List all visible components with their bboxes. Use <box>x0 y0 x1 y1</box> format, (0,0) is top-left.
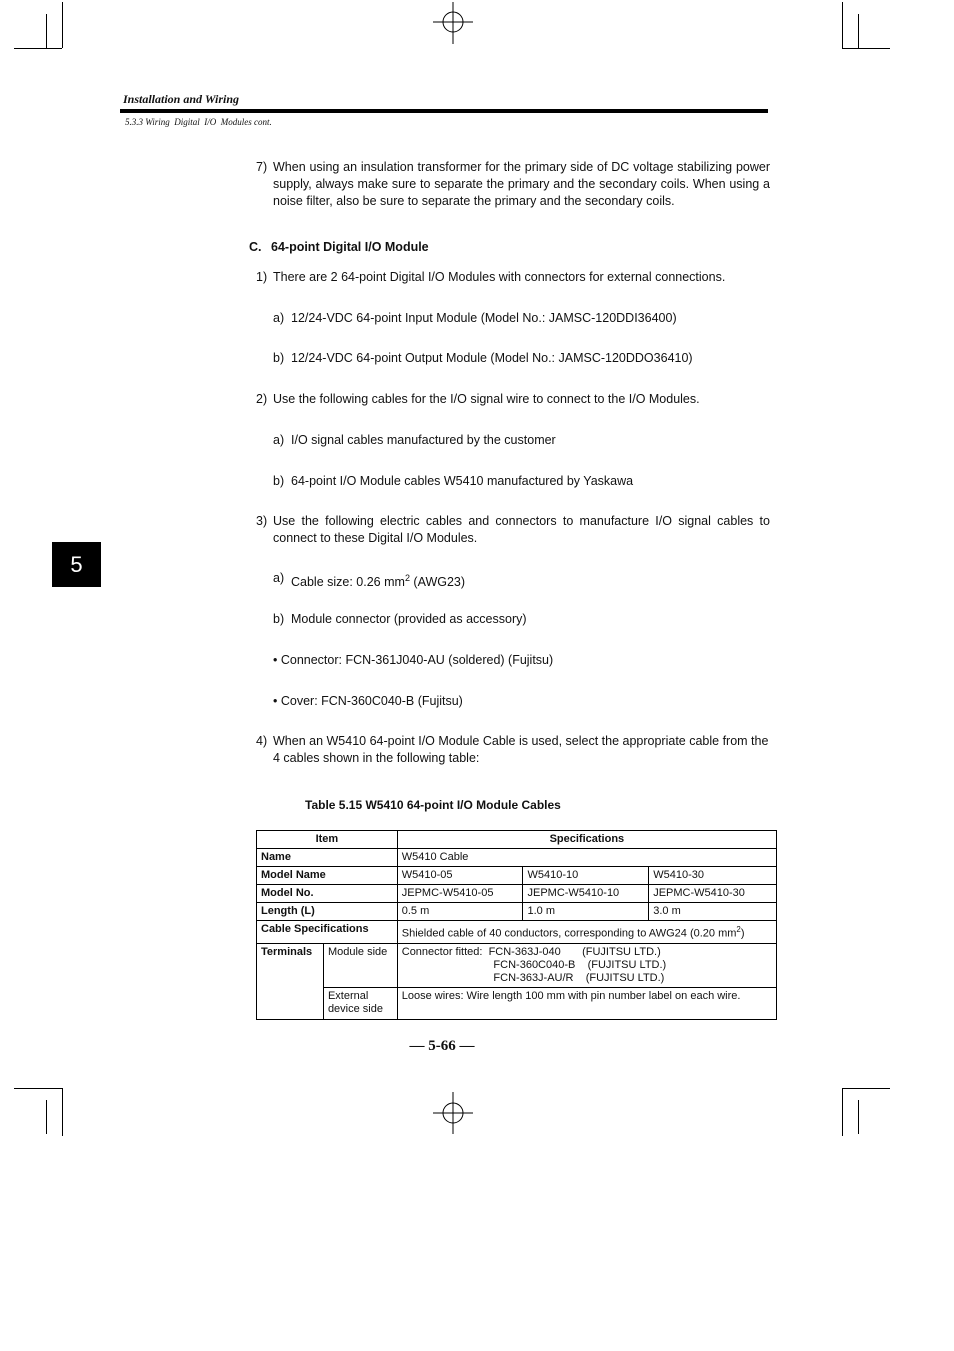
subitem-text <box>291 570 465 591</box>
table-cell: 1.0 m <box>523 903 649 921</box>
superscript: 2 <box>736 925 741 934</box>
table-row <box>257 867 777 885</box>
table-row <box>257 921 777 944</box>
table-row <box>257 831 777 849</box>
row-sublabel: Module side <box>323 943 397 987</box>
table-cell: 0.5 m <box>397 903 523 921</box>
paragraph: When using an insulation transformer for the primary side of DC voltage stabilizing power supply, always make sure to separate the primary and the secondary coils. When using a noise filter, also be sure to separate the primary and the secondary coils. <box>273 160 770 208</box>
table-cell: W5410-05 <box>397 867 523 885</box>
item-number: 3) <box>256 514 268 528</box>
connector-line: Connector fitted: FCN-363J-040 (FUJITSU LTD.) <box>401 945 661 958</box>
subitem-text: 64-point I/O Module cables W5410 manufactured by Yaskawa <box>291 474 634 488</box>
cable-spec-close: ) <box>740 927 745 940</box>
bullet-item: • Cover: FCN-360C040-B (Fujitsu) <box>273 694 463 708</box>
table-row <box>257 849 777 867</box>
paragraph: When an W5410 64-point I/O Module Cable is used, select the appropriate cable from the 4 cables shown in the following table: <box>273 734 769 765</box>
connector-line: FCN-363J-AU/R (FUJITSU LTD.) <box>401 971 665 984</box>
awg-text: (AWG23) <box>409 575 466 590</box>
header-rule <box>120 109 768 113</box>
table-cell: Loose wires: Wire length 100 mm with pin number label on each wire. <box>397 987 776 1019</box>
section-heading: 64-point Digital I/O Module <box>271 240 429 254</box>
table-header-item: Item <box>257 831 398 849</box>
subitem-text: 12/24-VDC 64-point Input Module (Model No.: JAMSC-120DDI36400) <box>291 311 677 325</box>
row-label: Model No. <box>257 885 398 903</box>
subitem-label: a) <box>273 571 285 585</box>
paragraph: Use the following cables for the I/O signal wire to connect to the I/O Modules. <box>273 392 700 406</box>
subitem-text: Module connector (provided as accessory) <box>291 612 527 626</box>
subitem-label: b) <box>273 612 285 626</box>
table-cell: W5410-10 <box>523 867 649 885</box>
table-cell <box>397 921 776 944</box>
table-cell: JEPMC-W5410-10 <box>523 885 649 903</box>
subitem-label: a) <box>273 433 285 447</box>
table-cell: W5410-30 <box>649 867 777 885</box>
table-caption: Table 5.15 W5410 64-point I/O Module Cables <box>305 798 561 812</box>
page-number: — 5-66 — <box>409 1038 475 1054</box>
table-row <box>257 943 777 987</box>
item-number: 2) <box>256 392 268 406</box>
cable-spec-text: Shielded cable of 40 conductors, corresponding to AWG24 (0.20 mm <box>401 927 737 940</box>
row-label: Terminals <box>257 943 324 1019</box>
subitem-label: a) <box>273 311 285 325</box>
chapter-tab <box>52 542 101 587</box>
table-header-spec: Specifications <box>397 831 776 849</box>
row-label: Model Name <box>257 867 398 885</box>
item-number: 4) <box>256 734 268 748</box>
subitem-label: b) <box>273 474 285 488</box>
subitem-text: I/O signal cables manufactured by the customer <box>291 433 556 447</box>
item-number: 1) <box>256 270 268 284</box>
section-title: Installation and Wiring <box>123 92 240 106</box>
cable-spec-table <box>256 830 777 1020</box>
row-label: Name <box>257 849 398 867</box>
registration-target-icon <box>430 2 476 44</box>
table-cell: W5410 Cable <box>397 849 776 867</box>
subitem-label: b) <box>273 351 285 365</box>
row-sublabel: External device side <box>323 987 397 1019</box>
table-cell: JEPMC-W5410-05 <box>397 885 523 903</box>
registration-target-icon <box>430 1092 476 1134</box>
subsection-title: 5.3.3 Wiring Digital I/O Modules cont. <box>125 117 272 127</box>
table-row <box>257 885 777 903</box>
table-cell: 3.0 m <box>649 903 777 921</box>
subitem-text: 12/24-VDC 64-point Output Module (Model No.: JAMSC-120DDO36410) <box>291 351 693 365</box>
bullet-item: • Connector: FCN-361J040-AU (soldered) (Fujitsu) <box>273 653 554 667</box>
section-label: C. <box>249 240 262 254</box>
paragraph: There are 2 64-point Digital I/O Modules with connectors for external connections. <box>273 270 726 284</box>
paragraph: Use the following electric cables and connectors to manufacture I/O signal cables to connect to these Digital I/O Modules. <box>273 514 770 545</box>
connector-line: FCN-360C040-B (FUJITSU LTD.) <box>401 958 667 971</box>
chapter-number: 5 <box>70 551 83 577</box>
table-cell: JEPMC-W5410-30 <box>649 885 777 903</box>
item-number: 7) <box>256 160 268 174</box>
table-row <box>257 903 777 921</box>
row-label: Cable Specifications <box>257 921 398 944</box>
table-cell <box>397 943 776 987</box>
row-label: Length (L) <box>257 903 398 921</box>
superscript: 2 <box>404 573 410 583</box>
table-row <box>257 987 777 1019</box>
cable-size-text: Cable size: 0.26 mm <box>291 575 405 590</box>
